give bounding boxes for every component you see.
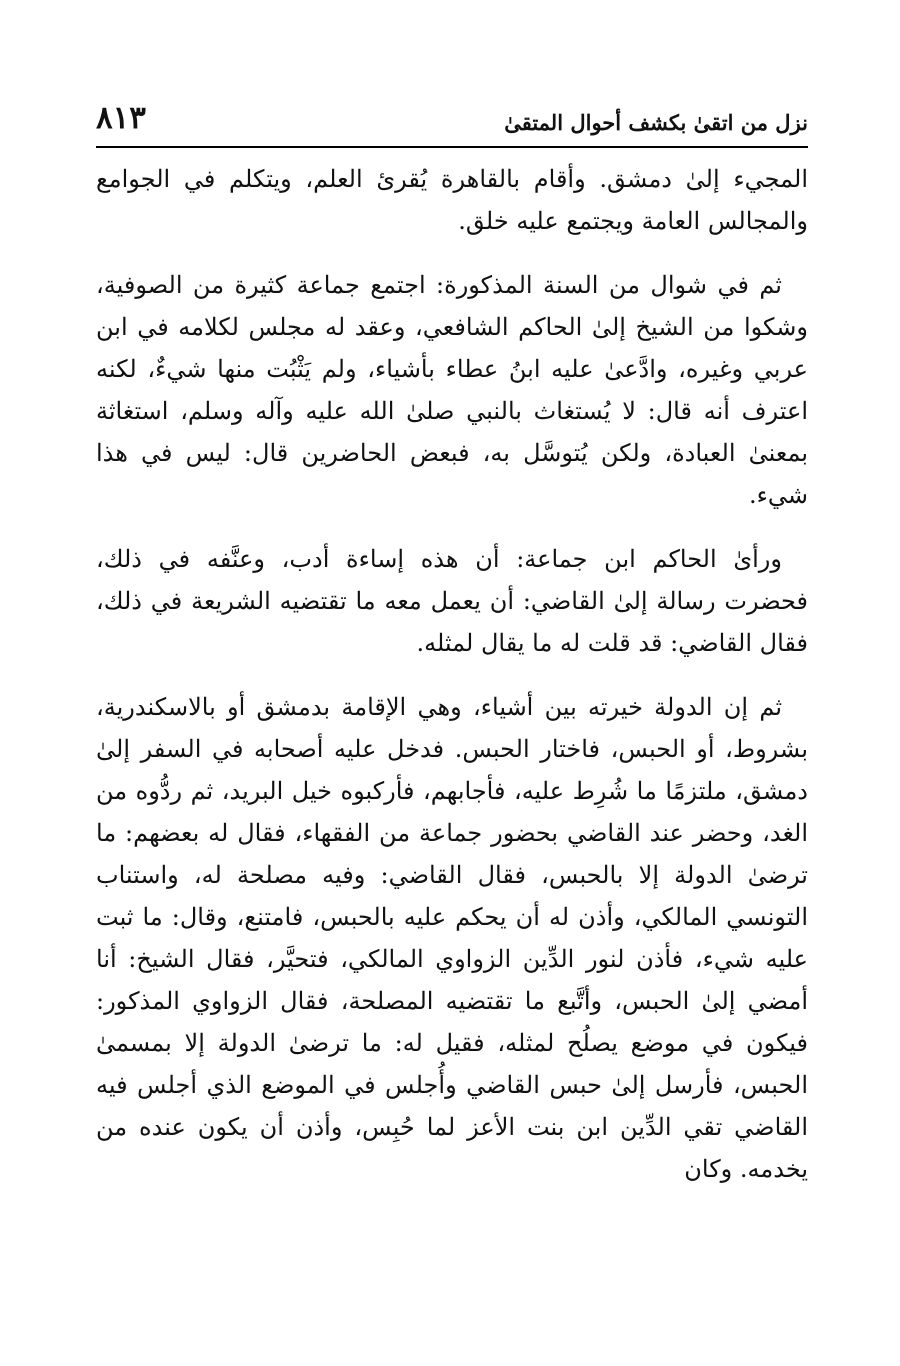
book-page [96,96,808,1266]
paragraph: المجيء إلىٰ دمشق. وأقام بالقاهرة يُقرئ العلم، ويتكلم في الجوامع والمجالس العامة ويجتمع عليه خلق. [96,165,808,235]
running-title: نزل من اتقىٰ بكشف أحوال المتقىٰ [504,110,808,135]
paragraph: ثم في شوال من السنة المذكورة: اجتمع جماعة كثيرة من الصوفية، وشكوا من الشيخ إلىٰ الحاكم الشافعي، وعقد له مجلس لكلامه في ابن عربي وغيره، وادَّعىٰ عليه ابنُ عطاء بأشياء، ولم يَثْبُت منها شيءٌ، لكنه اعترف أنه قال: لا يُستغاث بالنبي صلىٰ الله عليه وآله وسلم، استغاثة بمعنىٰ العبادة، ولكن يُتوسَّل به، فبعض الحاضرين قال: ليس في هذا شيء. [96,271,809,509]
running-header [96,96,808,148]
paragraph: ورأىٰ الحاكم ابن جماعة: أن هذه إساءة أدب، وعنَّفه في ذلك، فحضرت رسالة إلىٰ القاضي: أن يعمل معه ما تقتضيه الشريعة في ذلك، فقال القاضي: قد قلت له ما يقال لمثله. [96,545,808,657]
paragraph: ثم إن الدولة خيرته بين أشياء، وهي الإقامة بدمشق أو بالاسكندرية، بشروط، أو الحبس، فاختار الحبس. فدخل عليه أصحابه في السفر إلىٰ دمشق، ملتزمًا ما شُرِط عليه، فأجابهم، فأركبوه خيل البريد، ثم ردُّوه من الغد، وحضر عند القاضي بحضور جماعة من الفقهاء، فقال له بعضهم: ما ترضىٰ الدولة إلا بالحبس، فقال القاضي: وفيه مصلحة له، واستناب التونسي المالكي، وأذن له أن يحكم عليه بالحبس، فامتنع، وقال: ما ثبت عليه شيء، فأذن لنور الدِّين الزواوي المالكي، فتحيَّر، فقال الشيخ: أنا أمضي إلىٰ الحبس، وأتَّبع ما تقتضيه المصلحة، فقال الزواوي المذكور: فيكون في موضع يصلُح لمثله، فقيل له: ما ترضىٰ الدولة إلا بمسمىٰ الحبس، فأرسل إلىٰ حبس القاضي وأُجلس في الموضع الذي أجلس فيه القاضي تقي الدِّين ابن بنت الأعز لما حُبِس، وأذن أن يكون عنده من يخدمه. وكان [96,693,809,1183]
body-text [96,148,808,1190]
page-number: ٨١٣ [96,100,146,136]
